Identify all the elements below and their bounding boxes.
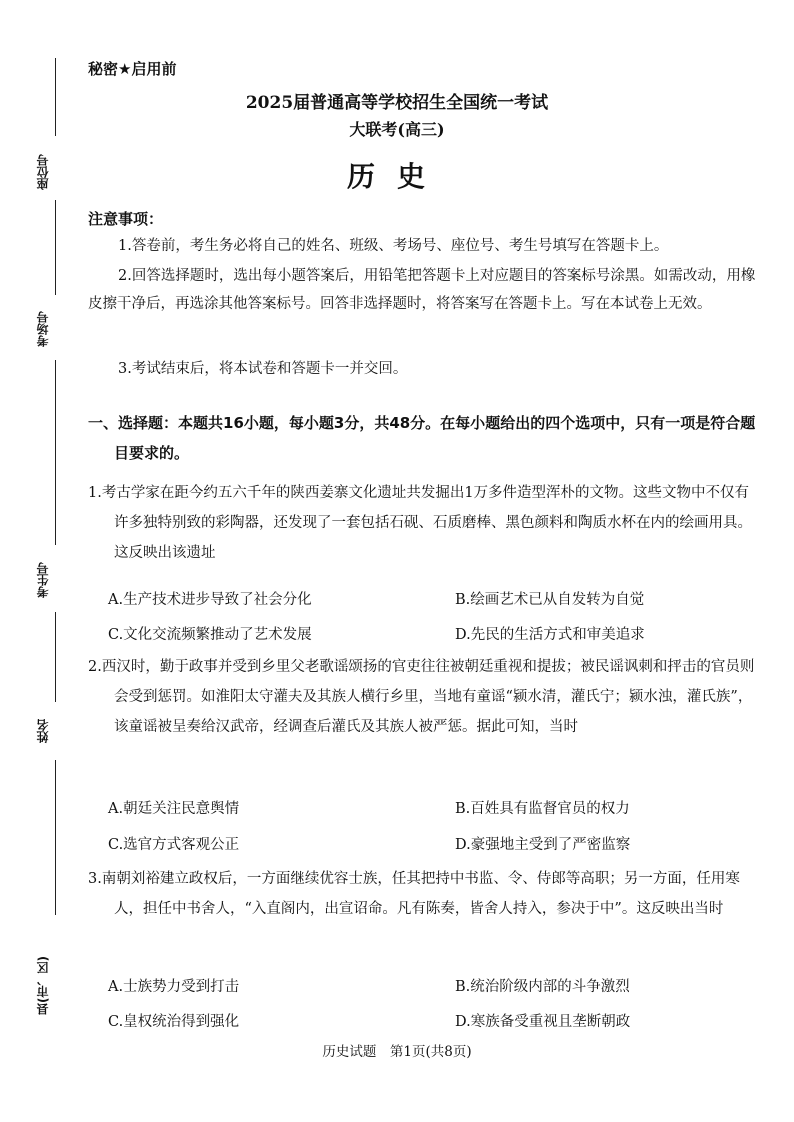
question-1-option-c: C.文化交流频繁推动了艺术发展 <box>108 627 312 643</box>
note-item-1: 1.答卷前，考生务必将自己的姓名、班级、考场号、座位号、考生号填写在答题卡上。 <box>118 238 669 254</box>
question-1-option-a: A.生产技术进步导致了社会分化 <box>108 592 312 608</box>
binding-line-4 <box>55 612 56 702</box>
binding-line-3 <box>55 360 56 545</box>
subject-title: 历史 <box>346 160 447 193</box>
question-3-option-d: D.寒族备受重视且垄断朝政 <box>455 1014 631 1030</box>
question-3-option-c: C.皇权统治得到强化 <box>108 1014 240 1030</box>
question-2-option-a: A.朝廷关注民意舆情 <box>108 801 240 817</box>
question-2-option-d: D.豪强地主受到了严密监察 <box>455 837 631 853</box>
confidential-mark: 秘密★启用前 <box>88 60 177 78</box>
note-item-2: 2.回答选择题时，选出每小题答案后，用铅笔把答题卡上对应题目的答案标号涂黑。如需改动，用橡皮擦干净后，再选涂其他答案标号。回答非选择题时，将答案写在答题卡上。写在本试卷上无效。 <box>88 268 756 312</box>
seat-number-label: 座位号 <box>36 154 50 190</box>
exam-title: 2025届普通高等学校招生全国统一考试 <box>245 93 549 113</box>
binding-line-5 <box>55 760 56 915</box>
notes-heading: 注意事项： <box>88 210 164 228</box>
page-footer: 历史试题 第1页(共8页) <box>322 1044 472 1060</box>
note-item-3: 3.考试结束后，将本试卷和答题卡一并交回。 <box>118 361 408 377</box>
question-2-option-c: C.选官方式客观公正 <box>108 837 240 853</box>
question-1-stem: 1.考古学家在距今约五六千年的陕西姜寨文化遗址共发掘出1万多件造型浑朴的文物。这些文物中不仅有许多独特别致的彩陶器，还发现了一套包括石砚、石质磨棒、黑色颜料和陶质水杯在内的绘画用具。这反映出该遗址 <box>88 485 752 561</box>
section-heading-text: 一、选择题：本题共16小题，每小题3分，共48分。在每小题给出的四个选项中，只有一项是符合题目要求的。 <box>88 414 756 462</box>
question-3-option-a: A.士族势力受到打击 <box>108 979 240 995</box>
exam-subtitle: 大联考(高三) <box>349 120 445 139</box>
section-heading <box>88 408 758 468</box>
question-2-option-b: B.百姓具有监督官员的权力 <box>455 801 630 817</box>
binding-line-2 <box>55 200 56 295</box>
question-1-option-d: D.先民的生活方式和审美追求 <box>455 627 645 643</box>
name-label: 姓名 <box>36 719 50 743</box>
student-number-label: 考生号 <box>36 562 50 598</box>
question-1-option-b: B.绘画艺术已从自发转为自觉 <box>455 592 645 608</box>
county-label: 县(市、区) <box>36 956 50 1015</box>
exam-room-label: 考场号 <box>36 311 50 347</box>
question-3-option-b: B.统治阶级内部的斗争激烈 <box>455 979 630 995</box>
question-2-stem: 2.西汉时，勤于政事并受到乡里父老歌谣颂扬的官吏往往被朝廷重视和提拔；被民谣讽刺和抨击的官员则会受到惩罚。如淮阳太守灌夫及其族人横行乡里，当地有童谣“颍水清，灌氏宁；颍水浊，灌氏族”，该童谣被呈奏给汉武帝，经调查后灌氏及其族人被严惩。据此可知，当时 <box>88 659 755 735</box>
question-3-stem: 3.南朝刘裕建立政权后，一方面继续优容士族，任其把持中书监、令、侍郎等高职；另一方面，任用寒人，担任中书舍人，“入直阁内，出宣诏命。凡有陈奏，皆舍人持入，参决于中”。这反映出当时 <box>88 871 740 917</box>
